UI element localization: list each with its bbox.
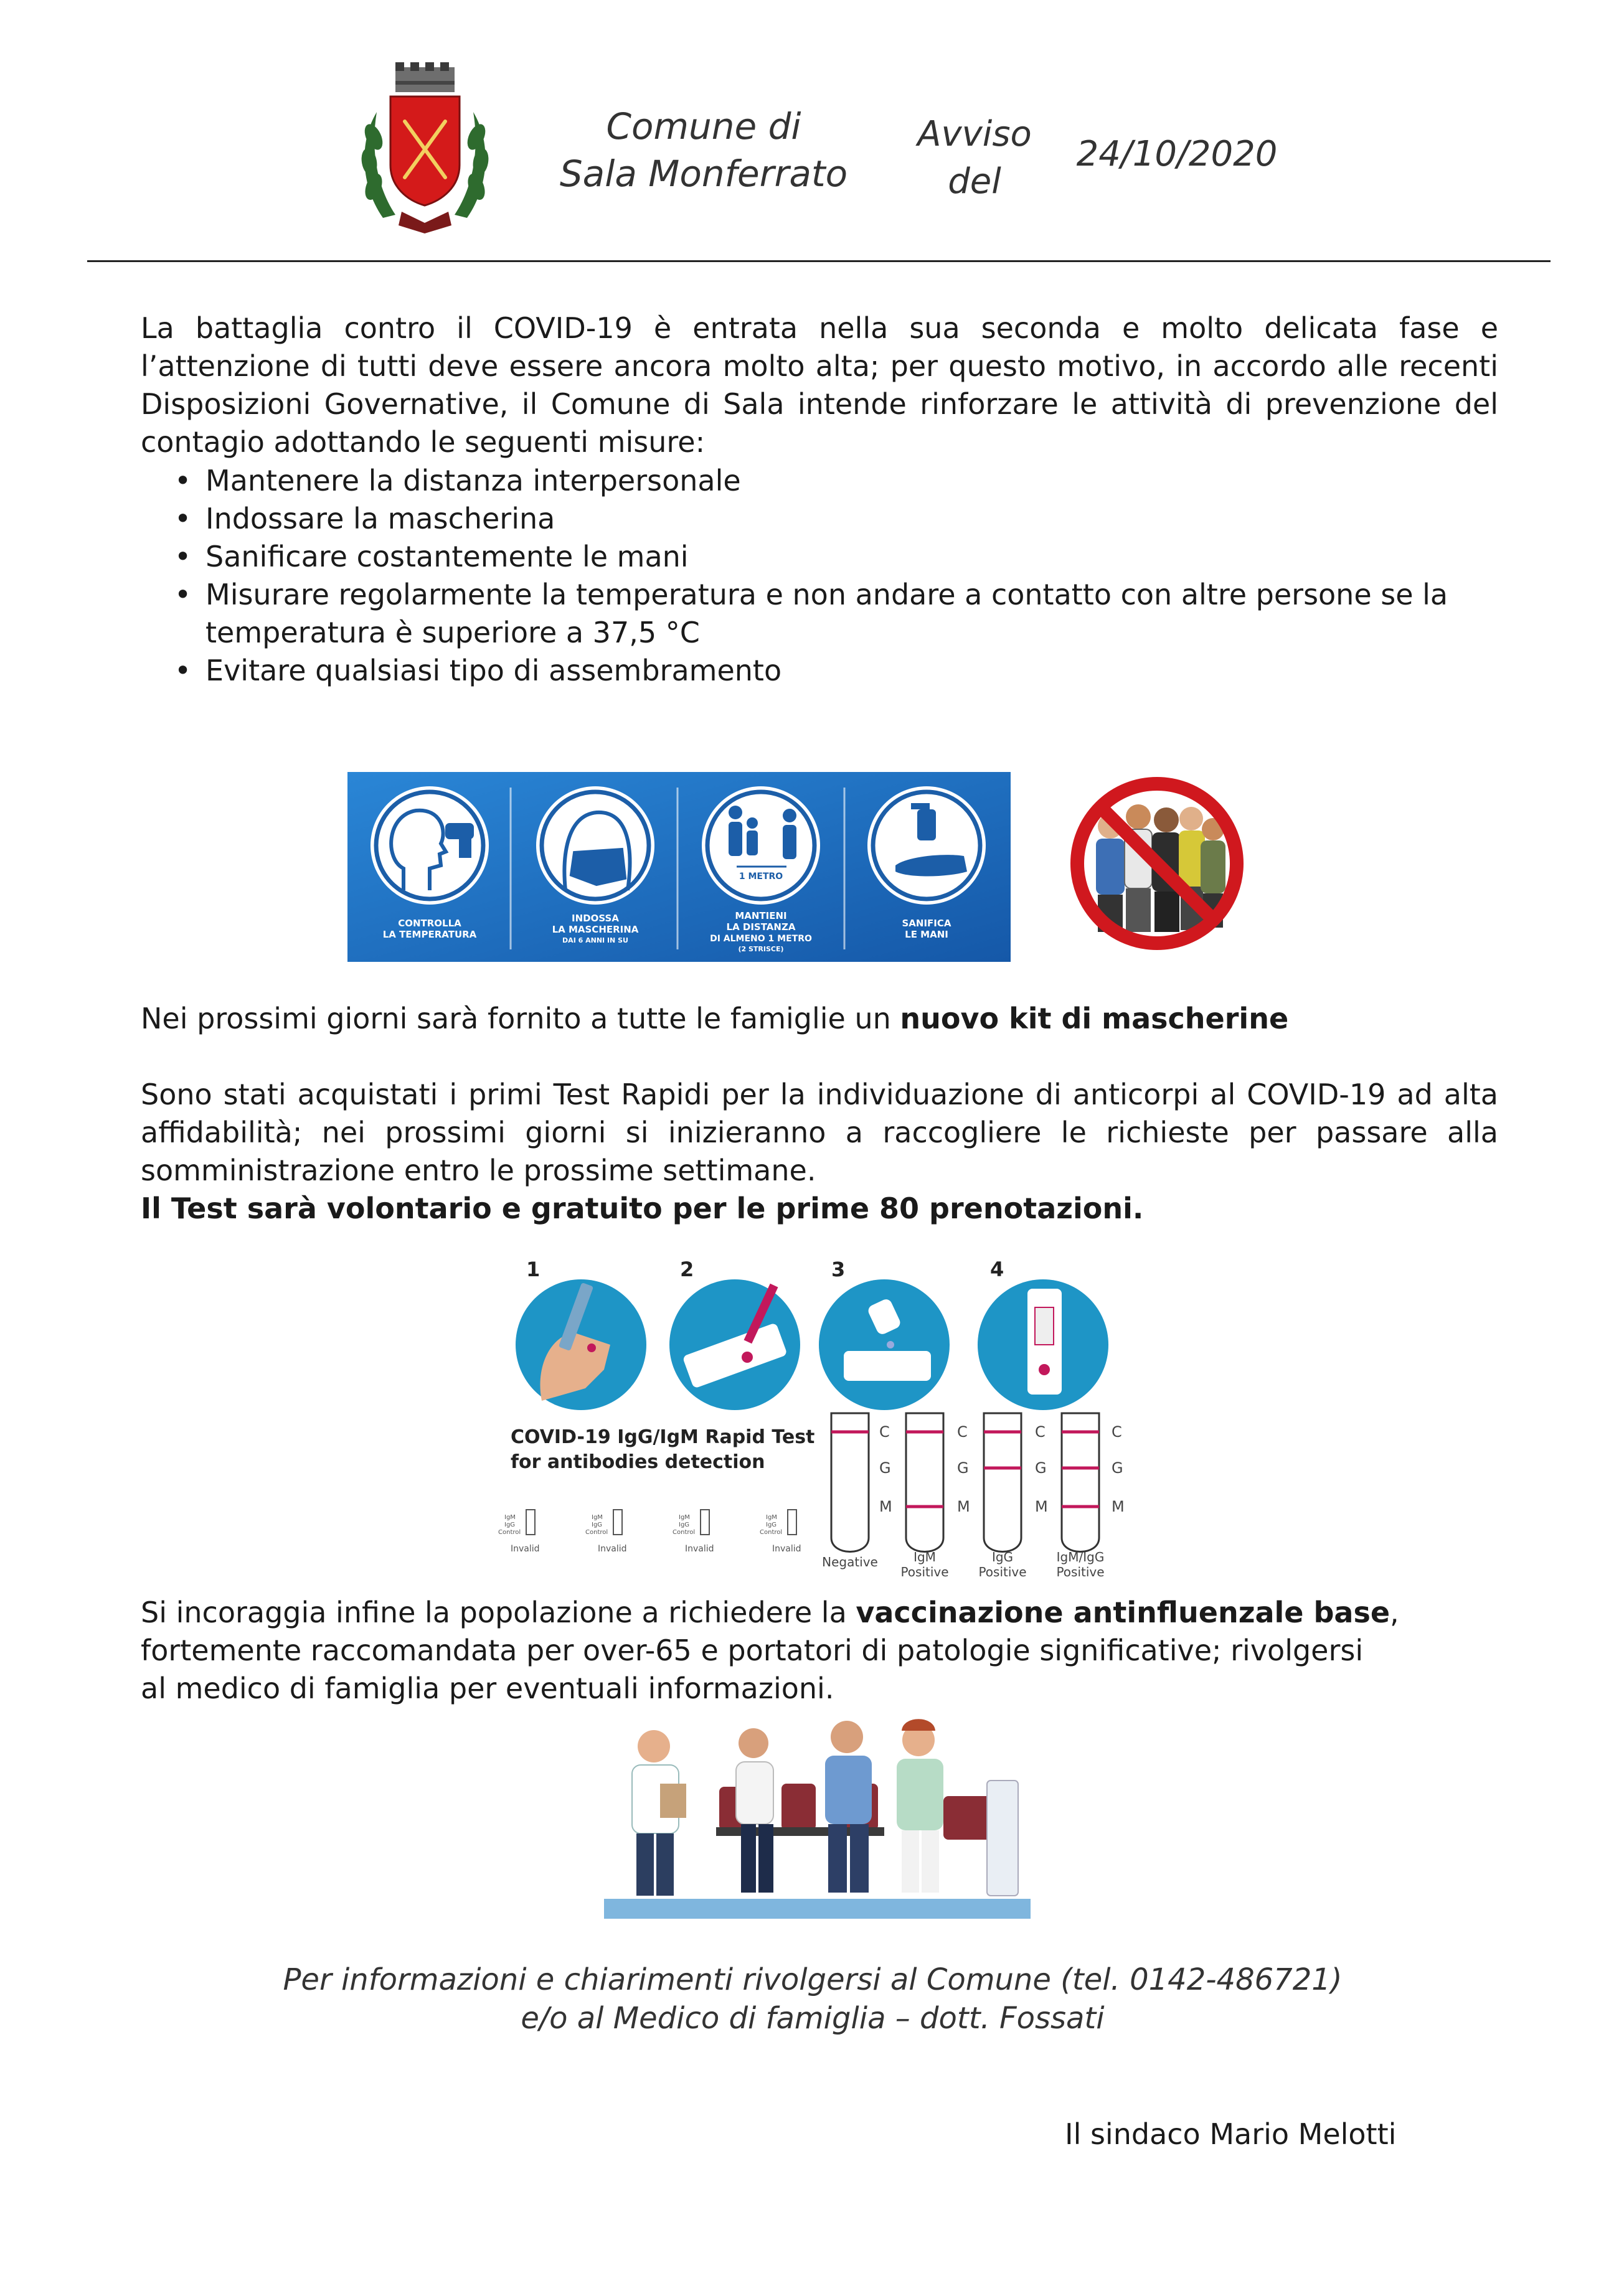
strip-letter: C: [879, 1423, 890, 1441]
strip-letter: M: [957, 1498, 970, 1515]
notice-date: 24/10/2020: [1076, 134, 1278, 174]
invalid-label: Invalid: [511, 1544, 540, 1554]
contact-line-2: e/o al Medico di famiglia – dott. Fossati: [521, 2001, 1105, 2036]
vaccine-highlight: vaccinazione antinfluenzale base: [856, 1596, 1390, 1629]
list-item: • Indossare la mascherina: [141, 500, 1498, 538]
strip-letter: C: [1035, 1423, 1046, 1441]
step-number: 2: [680, 1258, 694, 1281]
avviso-line-1: Avviso: [917, 114, 1032, 154]
intro-paragraph: La battaglia contro il COVID-19 è entrata nella sua seconda e molto delicata fase e l’attenzione di tutti deve essere ancora molto alta; per questo motivo, in accordo alle recenti Disposizioni Governative, il Comune di Sala intende rinforzare le attività di prevenzione del contagio adottando le seguenti misure:: [141, 311, 1498, 459]
kit-text: Nei prossimi giorni sarà fornito a tutte le famiglie un: [141, 1002, 900, 1035]
list-item: • Mantenere la distanza interpersonale: [141, 462, 1498, 500]
vaccine-line-3: al medico di famiglia per eventuali informazioni.: [141, 1672, 834, 1705]
banner-label: LA DISTANZA: [726, 921, 796, 933]
result-label: IgM/IgG: [1056, 1550, 1105, 1564]
prevention-banner: [347, 772, 1011, 962]
banner-label: LE MANI: [905, 929, 948, 940]
mini-label: Control: [585, 1529, 608, 1536]
step-number: 1: [526, 1258, 541, 1281]
strip-letter: C: [957, 1423, 968, 1441]
banner-label: SANIFICA: [902, 918, 951, 929]
strip-letter: M: [879, 1498, 892, 1515]
tests-bold-line: Il Test sarà volontario e gratuito per le prime 80 prenotazioni.: [141, 1192, 1144, 1225]
vaccination-illustration: [604, 1712, 1031, 1924]
vaccine-line-1: [141, 1594, 1498, 1632]
step-number: 3: [831, 1258, 846, 1281]
mask-icon: [536, 786, 654, 905]
measures-list: [141, 462, 1498, 690]
rapid-test-diagram: [498, 1245, 1140, 1584]
mini-label: IgM: [592, 1514, 603, 1521]
banner-label: LA MASCHERINA: [552, 924, 639, 935]
result-label: Positive: [1056, 1564, 1105, 1579]
no-gathering-icon: [1064, 770, 1250, 957]
invalid-label: Invalid: [772, 1544, 801, 1554]
contact-line-1: Per informazioni e chiarimenti rivolgersi al Comune (tel. 0142-486721): [283, 1962, 1343, 1997]
comune-line-1: Comune di: [606, 105, 801, 148]
result-label: IgM: [913, 1550, 936, 1564]
header-divider: [87, 260, 1551, 262]
vaccine-text: Si incoraggia infine la popolazione a richiedere la: [141, 1596, 856, 1629]
kit-paragraph: [141, 1000, 1498, 1038]
banner-label: CONTROLLA: [398, 918, 461, 929]
result-label: Positive: [978, 1564, 1027, 1579]
strip-letter: G: [1112, 1459, 1123, 1477]
comune-line-2: Sala Monferrato: [559, 153, 848, 195]
list-item: • Sanificare costantemente le mani: [141, 538, 1498, 576]
contact-info: [125, 1960, 1501, 2038]
list-item: • Misurare regolarmente la temperatura e non andare a contatto con altre persone se la temperatura è superiore a 37,5 °C: [141, 576, 1498, 652]
avviso-label: [900, 111, 1049, 205]
mini-label: IgG: [679, 1522, 690, 1528]
result-label: Positive: [900, 1564, 949, 1579]
test-title: COVID-19 IgG/IgM Rapid Test: [511, 1426, 815, 1448]
strip-letter: G: [1035, 1459, 1047, 1477]
step-3-circle: [819, 1279, 950, 1410]
strip-letter: G: [957, 1459, 969, 1477]
mini-label: IgG: [592, 1522, 603, 1528]
strip-letter: M: [1112, 1498, 1125, 1515]
municipal-crest: [358, 62, 492, 233]
strip-letter: G: [879, 1459, 891, 1477]
banner-label: MANTIENI: [735, 910, 787, 921]
distance-label: 1 METRO: [739, 872, 783, 882]
mini-label: IgM: [679, 1514, 690, 1521]
banner-label: DI ALMENO 1 METRO: [710, 934, 812, 944]
tests-paragraph: Sono stati acquistati i primi Test Rapidi per la individuazione di anticorpi al COVID-19 ad alta affidabilità; nei prossimi giorni si inizieranno a raccogliere le richieste per passare alla somministrazione entro le prossime settimane.: [141, 1078, 1498, 1187]
distance-icon: [702, 786, 820, 905]
test-subtitle: for antibodies detection: [511, 1451, 765, 1473]
mini-label: Control: [498, 1529, 521, 1536]
mini-label: Control: [673, 1529, 696, 1536]
list-item: • Evitare qualsiasi tipo di assembramento: [141, 652, 1498, 690]
mini-label: IgG: [504, 1522, 516, 1528]
step-number: 4: [990, 1258, 1004, 1281]
mini-label: IgG: [766, 1522, 777, 1528]
banner-label: (2 STRISCE): [738, 945, 784, 953]
vaccine-line-2: fortemente raccomandata per over-65 e portatori di patologie significative; rivolgersi: [141, 1634, 1364, 1667]
strip-letter: C: [1112, 1423, 1122, 1441]
mini-label: IgM: [766, 1514, 777, 1521]
kit-highlight: nuovo kit di mascherine: [900, 1002, 1289, 1035]
result-label: IgG: [991, 1550, 1014, 1564]
invalid-label: Invalid: [685, 1544, 714, 1554]
strip-letter: M: [1035, 1498, 1048, 1515]
avviso-line-2: del: [948, 161, 1001, 202]
comune-title: [517, 103, 890, 197]
result-label: Negative: [822, 1555, 878, 1569]
banner-label: INDOSSA: [572, 913, 619, 924]
vaccine-text-end: ,: [1390, 1596, 1399, 1629]
banner-label: DAI 6 ANNI IN SU: [562, 936, 628, 944]
signature: Il sindaco Mario Melotti: [1065, 2117, 1397, 2151]
invalid-label: Invalid: [598, 1544, 627, 1554]
mini-label: IgM: [504, 1514, 516, 1521]
mini-label: Control: [760, 1529, 783, 1536]
banner-label: LA TEMPERATURA: [382, 929, 477, 940]
